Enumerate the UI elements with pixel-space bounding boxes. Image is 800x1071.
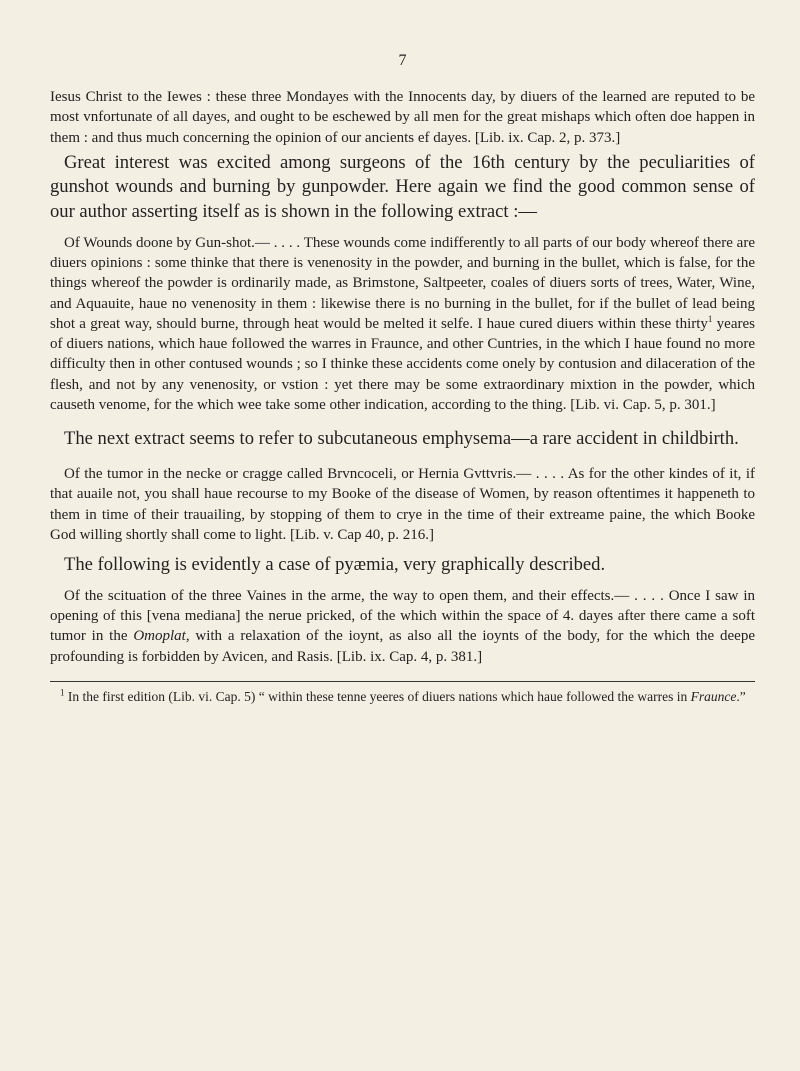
- footnote: [50, 688, 755, 706]
- paragraph-iesus: Iesus Christ to the Iewes : these three Mondayes with the Innocents day, by diuers of the learned are reputed to be most vnfortunate of all dayes, and ought to be eschewed by all men for the great mishaps which often doe happen in them : and thus much concerning the opinion of our ancients ef dayes. [Lib. ix. Cap. 2, p. 373.]: [50, 89, 755, 146]
- text-segment: Of Wounds doone by Gun-shot.— . . . . These wounds come indifferently to all parts of our body whereof there are diuers opinions : some thinke that there is venenosity in the powder, and burning in the bullet, which is false, for the things whereof the powder is ordinarily made, as Brimstone, Saltpeeter, coales of diuers sorts of trees, Water, Wine, and Aquauite, haue no venenosity in them : likewise there is no burning in the bullet, for if the bullet of lead being shot a great way, should burne, through heat would be melted it selfe. I haue cured diuers within these thirty: [50, 234, 755, 332]
- paragraph-gunshot-intro: Great interest was excited among surgeons of the 16th century by the peculiarities of gunshot wounds and burning by gunpowder. Here again we find the good common sense of our author asserting itself as is shown in the following extract :—: [50, 151, 755, 223]
- paragraph-pyaemia-intro: The following is evidently a case of pyæmia, very graphically described.: [64, 554, 606, 576]
- text-segment: Of the scituation of the three Vaines in the arme, the way to open them, and their effects.— . . . . Once I saw in opening of this [vena mediana] the nerue pricked, of the which within the space of 4. dayes after there came a soft tumor in the: [50, 587, 755, 645]
- paragraph-vaines-extract: [50, 586, 755, 667]
- footnote-divider: [50, 681, 755, 682]
- page-number: 7: [398, 52, 407, 69]
- footnote-marker: 1: [60, 687, 65, 698]
- text-segment: with a relaxation of the ioynt, as also all the ioynts of the body, for the which the deepe profounding is forbidden by Avicen, and Rasis. [Lib. ix. Cap. 4, p. 381.]: [50, 628, 756, 665]
- footnote-italic: Fraunce: [690, 688, 737, 704]
- footnote-text: In the first edition (Lib. vi. Cap. 5) “ within these tenne yeeres of diuers nations which haue followed the warres in: [64, 688, 691, 704]
- paragraph-emphysema-intro: The next extract seems to refer to subcutaneous emphysema—a rare accident in childbirth.: [64, 428, 739, 450]
- paragraph-hernia-extract: Of the tumor in the necke or cragge called Brvncoceli, or Hernia Gvttvris.— . . . . As for the other kindes of it, if that auaile not, you shall haue recourse to my Booke of the disease of Women, by reason oftentimes it happeneth to them in time of their trauailing, by stopping of them to crye in the time of their extreame paine, the which Booke God willing shortly shall come to light. [Lib. v. Cap 40, p. 216.]: [50, 465, 755, 543]
- paragraph-gunshot-extract: [50, 233, 755, 416]
- italic-term: Omoplat,: [133, 628, 190, 645]
- footnote-text-end: .”: [736, 688, 746, 704]
- footnote-reference: 1: [707, 313, 713, 324]
- text-segment: yeares of diuers nations, which haue followed the warres in Fraunce, and other Cuntries, in the which I haue found no more difficulty then in other contused wounds ; so I thinke these accidents come onely by contusion and dilaceration of the flesh, and not by any venenosity, or vstion : yet there may be some extraordinary mixtion in the powder, which causeth venome, for the which wee take some other indication, according to the thing. [Lib. vi. Cap. 5, p. 301.]: [50, 315, 755, 414]
